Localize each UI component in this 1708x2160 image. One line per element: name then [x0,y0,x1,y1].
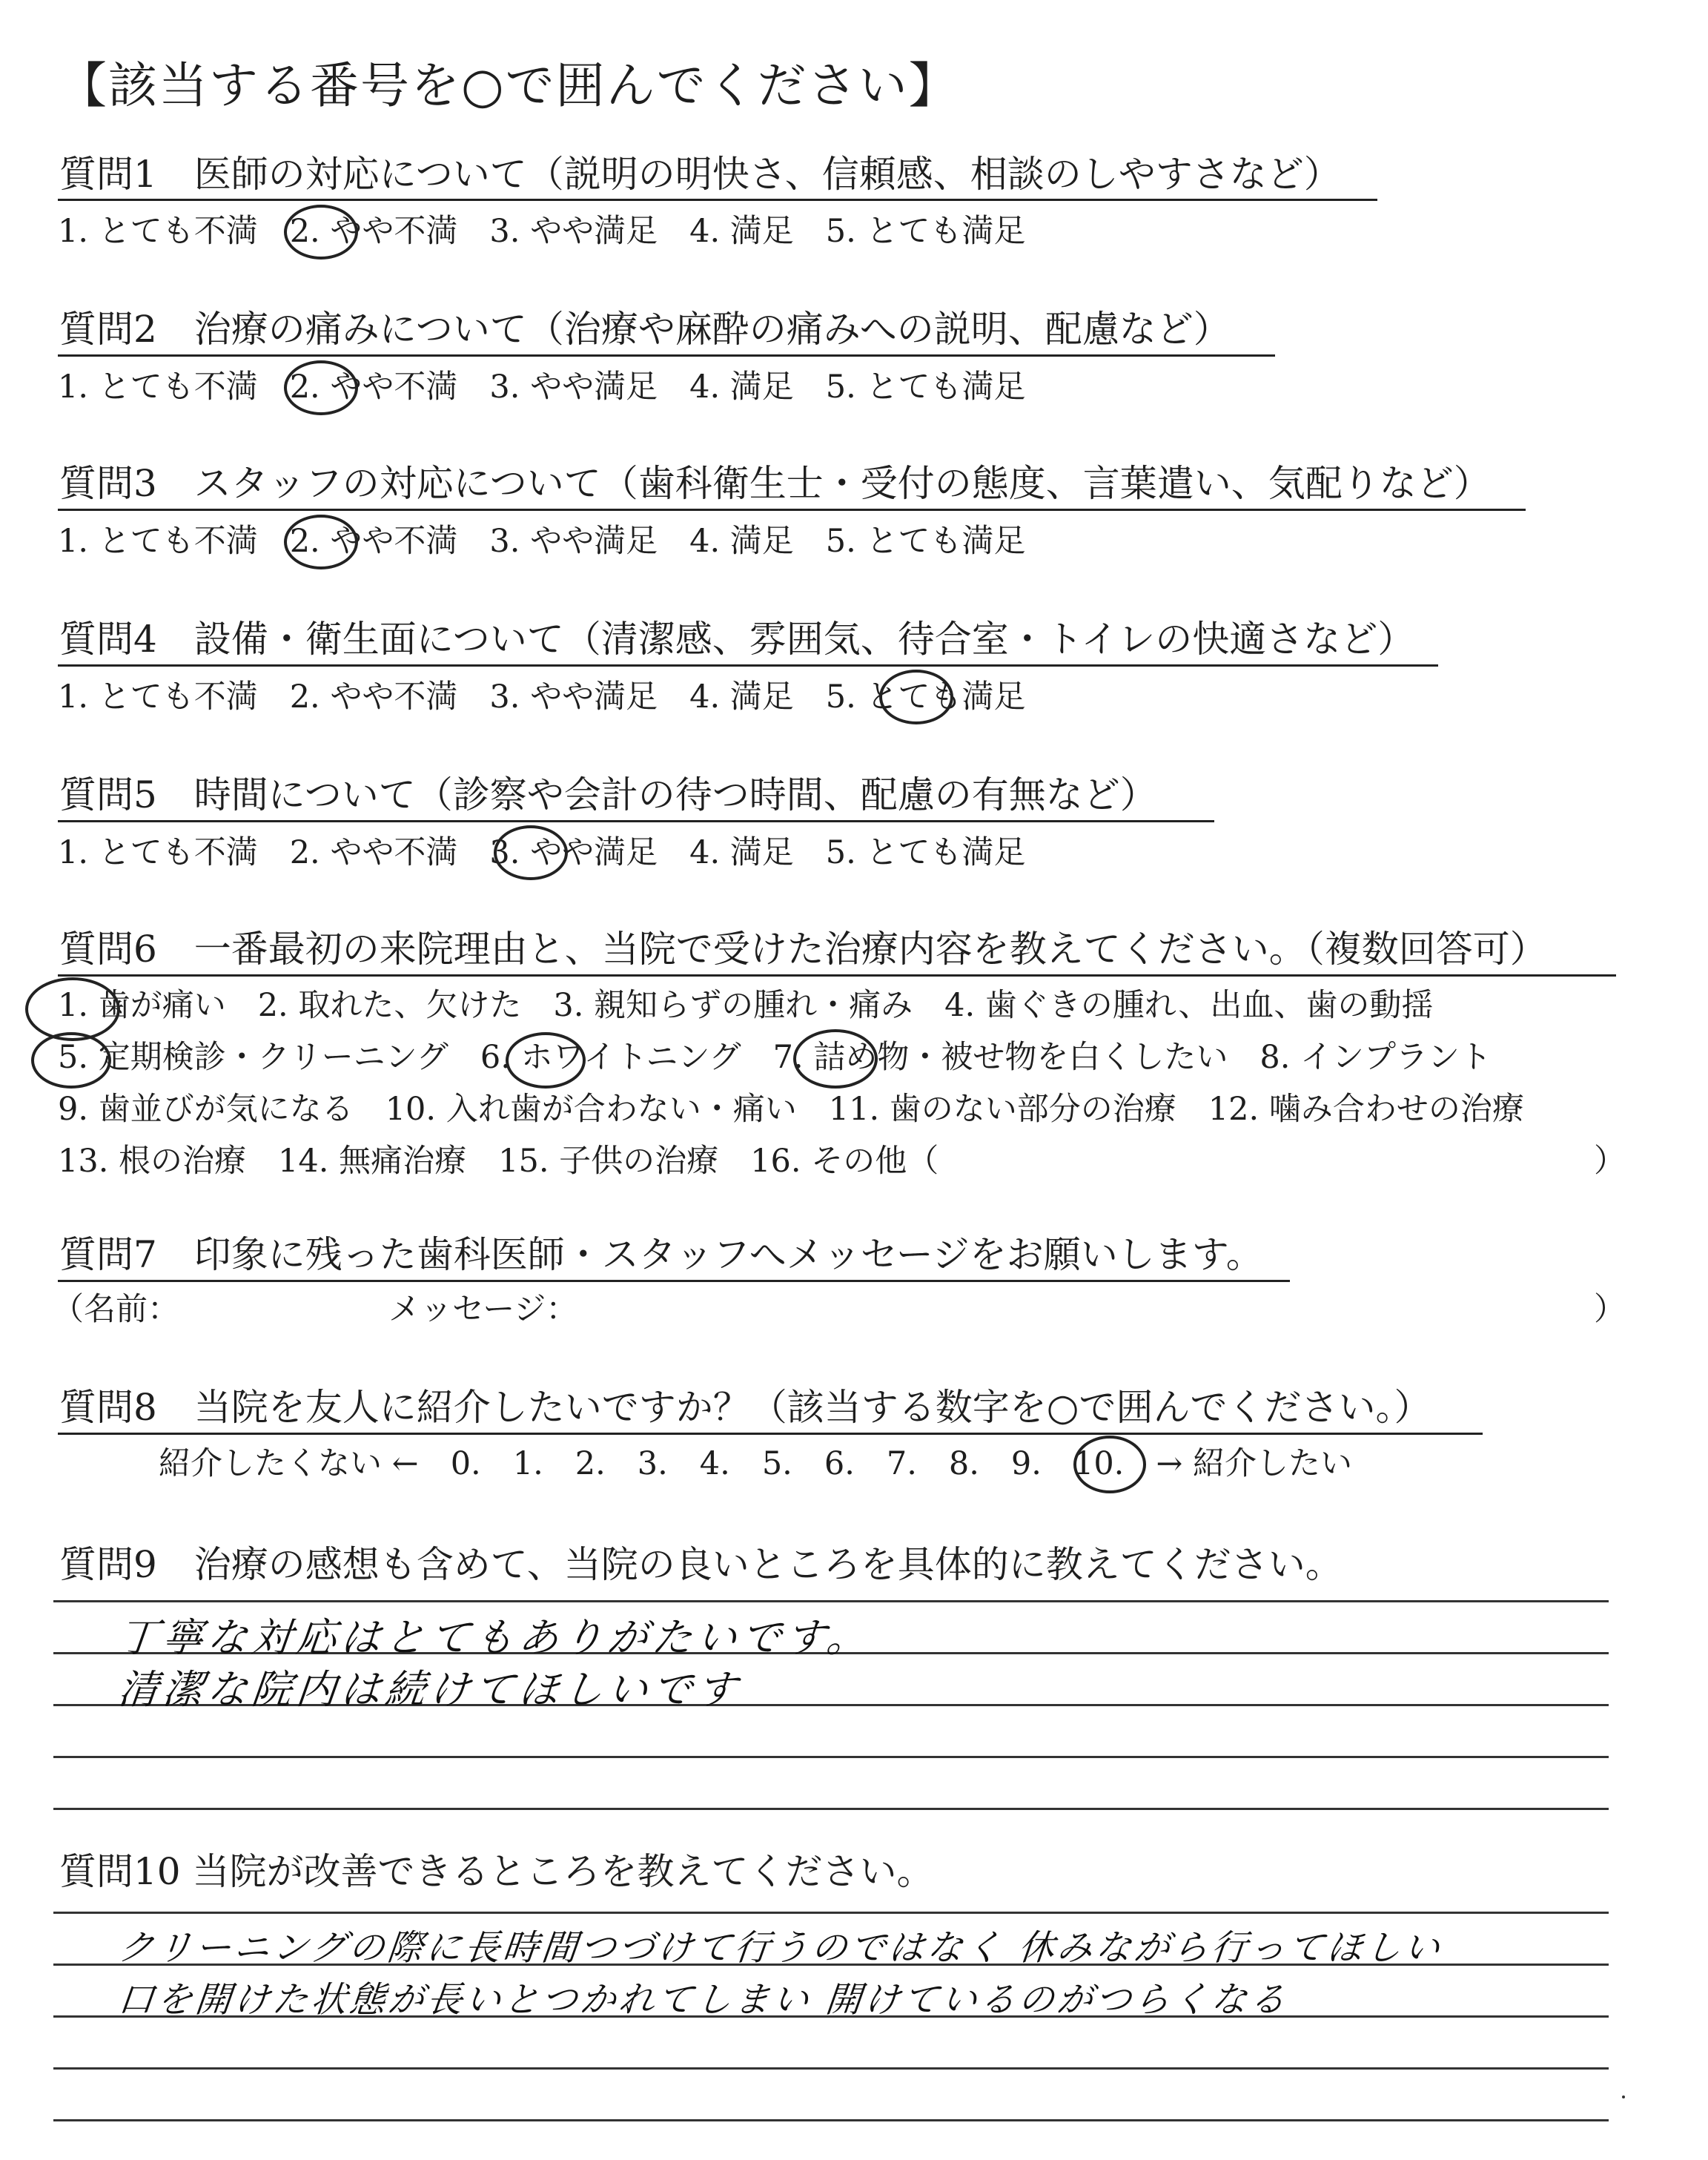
question-2-selected-circle [284,360,358,415]
question-10-handwritten-answer-2: 口を開けた状態が長いとつかれてしまい 開けているのがつらくなる [116,1979,1291,2021]
question-5-options[interactable]: 1. とても不満 2. やや不満 3. やや満足 4. 満足 5. とても満足 [58,834,1026,871]
question-4-options[interactable]: 1. とても不満 2. やや不満 3. やや満足 4. 満足 5. とても満足 [58,678,1026,716]
question-6-circle-7 [793,1029,878,1089]
question-6-underline [58,974,1616,977]
question-5-heading: 質問5 時間について（診察や会計の待つ時間、配慮の有無など） [59,773,1157,816]
question-8-selected-circle [1073,1436,1146,1493]
question-1-heading: 質問1 医師の対応について（説明の明快さ、信頼感、相談のしやすさなど） [59,153,1341,196]
question-10-answer-line [53,1912,1609,1914]
question-2-heading: 質問2 治療の痛みについて（治療や麻酔の痛みへの説明、配慮など） [59,308,1231,351]
question-8-underline [58,1433,1483,1435]
question-10-heading: 質問10 当院が改善できるところを教えてください。 [59,1850,934,1893]
question-6-line-4[interactable]: 13. 根の治療 14. 無痛治療 15. 子供の治療 16. その他（ [58,1143,939,1180]
question-9-answer-line [53,1600,1609,1602]
question-6-circle-6 [506,1032,586,1089]
question-6-heading: 質問6 一番最初の来院理由と、当院で受けた治療内容を教えてください。（複数回答可） [59,928,1547,971]
question-9-heading: 質問9 治療の感想も含めて、当院の良いところを具体的に教えてください。 [59,1543,1343,1586]
question-1-underline [58,199,1377,201]
question-7-message-label: メッセージ： [388,1291,578,1328]
question-7-name-label: （名前： [52,1291,179,1328]
question-2-options[interactable]: 1. とても不満 2. やや不満 3. やや満足 4. 満足 5. とても満足 [58,369,1026,406]
question-1-selected-circle [284,205,358,260]
question-7-close: ） [1594,1291,1626,1328]
question-9-handwritten-answer-1: 丁寧な対応はとてもありがたいです。 [116,1614,874,1661]
question-7-underline [58,1280,1290,1282]
question-8-heading: 質問8 当院を友人に紹介したいですか？（該当する数字を○で囲んでください。） [59,1386,1431,1429]
question-9-answer-line [53,1756,1609,1758]
question-4-heading: 質問4 設備・衛生面について（清潔感、雰囲気、待合室・トイレの快適さなど） [59,618,1415,661]
question-6-line-2[interactable]: 5. 定期検診・クリーニング 6. ホワイトニング 7. 詰め物・被せ物を白くしたい 8. インプラント [58,1039,1492,1076]
question-9-answer-line [53,1808,1609,1810]
question-3-options[interactable]: 1. とても不満 2. やや不満 3. やや満足 4. 満足 5. とても満足 [58,523,1026,560]
question-8-scale[interactable]: 紹介したくない ← 0. 1. 2. 3. 4. 5. 6. 7. 8. 9. 10. → 紹介したい [159,1445,1353,1482]
question-7-heading: 質問7 印象に残った歯科医師・スタッフへメッセージをお願いします。 [59,1233,1263,1276]
question-9-handwritten-answer-2: 清潔な院内は続けてほしいです [116,1666,744,1713]
question-6-circle-5 [31,1032,111,1089]
question-1-options[interactable]: 1. とても不満 2. やや不満 3. やや満足 4. 満足 5. とても満足 [58,213,1026,250]
question-10-answer-line [53,2067,1609,2070]
question-3-selected-circle [284,515,358,569]
question-4-underline [58,664,1438,667]
question-6-other-close: ） [1594,1143,1626,1180]
question-5-selected-circle [494,825,568,880]
stray-mark [1622,2095,1625,2098]
question-10-handwritten-answer-1: クリーニングの際に長時間つづけて行うのではなく 休みながら行ってほしい [116,1927,1445,1969]
question-6-line-3[interactable]: 9. 歯並びが気になる 10. 入れ歯が合わない・痛い 11. 歯のない部分の治療 12. 噛み合わせの治療 [58,1091,1524,1128]
question-3-underline [58,509,1526,511]
question-6-line-1[interactable]: 1. 歯が痛い 2. 取れた、欠けた 3. 親知らずの腫れ・痛み 4. 歯ぐきの腫れ、出血、歯の動揺 [58,987,1434,1024]
question-10-answer-line [53,2119,1609,2121]
question-2-underline [58,354,1275,357]
question-4-selected-circle [879,670,953,724]
question-5-underline [58,820,1214,822]
question-3-heading: 質問3 スタッフの対応について（歯科衛生士・受付の態度、言葉遣い、気配りなど） [59,462,1491,505]
page-title: 【該当する番号を○で囲んでください】 [58,57,959,114]
